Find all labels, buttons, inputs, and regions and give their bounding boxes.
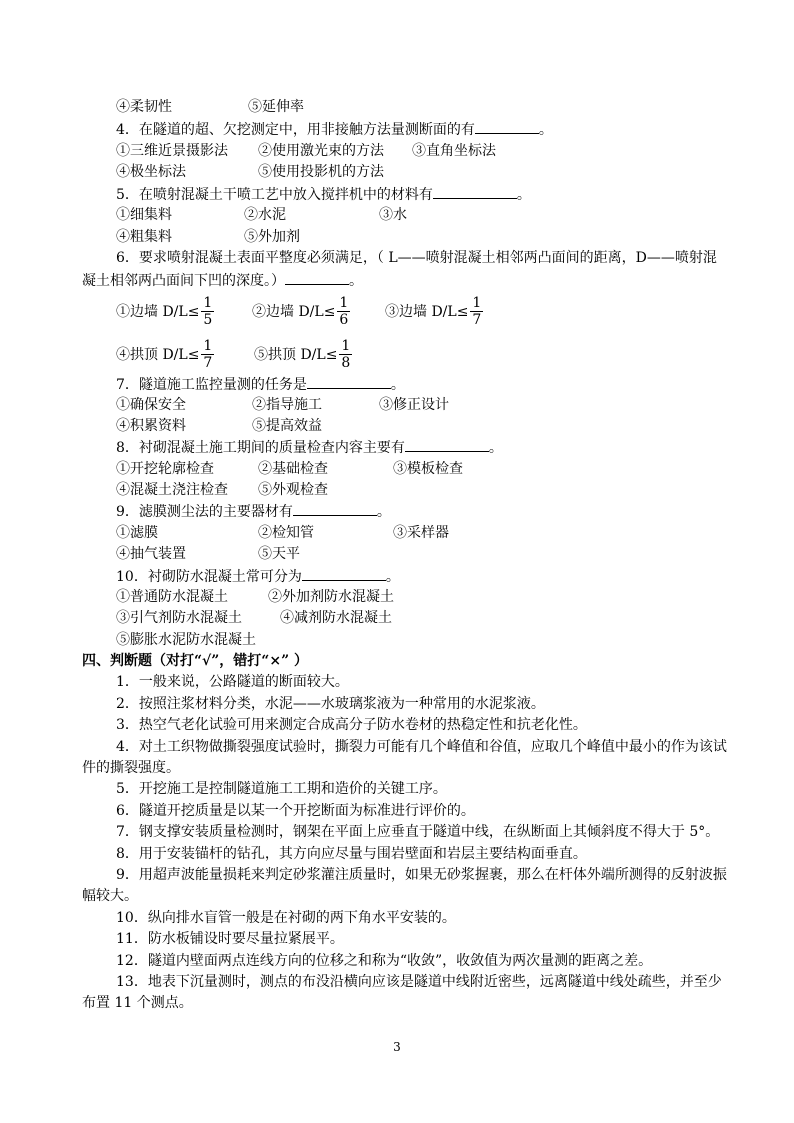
fraction — [339, 338, 352, 371]
question-4 — [116, 119, 553, 140]
answer-blank[interactable] — [293, 501, 377, 516]
question-5-end: 。 — [516, 187, 531, 203]
q10-option-4: ④减剂防水混凝土 — [280, 610, 392, 626]
question-5-text: 5．在喷射混凝土干喷工艺中放入搅拌机中的材料有 — [116, 187, 433, 203]
judge-item-13: 13．地表下沉量测时，测点的布没沿横向应该是隧道中线附近密些，远离隧道中线处疏些，并至少 — [116, 974, 722, 990]
q6-option-1 — [116, 290, 214, 332]
judge-item-12: 12．隧道内壁面两点连线方向的位移之和称为“收敛”，收敛值为两次量测的距离之差。 — [116, 953, 653, 969]
q9-option-2: ②检知管 — [258, 525, 314, 541]
q9-option-3: ③采样器 — [393, 525, 449, 541]
q7-option-2: ②指导施工 — [252, 397, 322, 413]
q9-option-5: ⑤天平 — [258, 546, 300, 562]
option-label: ④拱顶 D/L≤ — [116, 347, 200, 363]
fraction — [470, 295, 483, 328]
denominator: 6 — [339, 311, 349, 328]
judge-item-6: 6．隧道开挖质量是以某一个开挖断面为标准进行评价的。 — [116, 803, 475, 819]
q7-option-3: ③修正设计 — [379, 397, 449, 413]
question-5 — [116, 184, 531, 205]
q5-option-4: ④粗集料 — [116, 229, 172, 245]
q9-option-4: ④抽气装置 — [116, 546, 186, 562]
denominator: 7 — [203, 354, 213, 371]
q8-option-3: ③模板检查 — [393, 461, 463, 477]
question-8-end: 。 — [488, 440, 503, 456]
q4-option-5: ⑤使用投影机的方法 — [258, 164, 384, 180]
judge-item-4-cont: 件的撕裂强度。 — [82, 760, 180, 776]
denominator: 7 — [472, 311, 482, 328]
question-6-end: 。 — [349, 273, 363, 289]
answer-blank[interactable] — [302, 566, 386, 581]
question-8-text: 8．衬砌混凝土施工期间的质量检查内容主要有 — [116, 440, 405, 456]
question-10-text: 10．衬砌防水混凝土常可分为 — [116, 569, 302, 585]
q4-option-3: ③直角坐标法 — [412, 143, 496, 159]
q10-option-3: ③引气剂防水混凝土 — [116, 610, 242, 626]
judge-item-9: 9．用超声波能量损耗来判定砂浆灌注质量时，如果无砂浆握裹，那么在杆体外端所测得的反射波振 — [116, 867, 727, 883]
numerator: 1 — [203, 294, 213, 311]
section-4-heading: 四、判断题（对打“√”，错打“×” ） — [82, 653, 309, 669]
answer-blank[interactable] — [433, 184, 517, 199]
judge-item-9-cont: 幅较大。 — [82, 888, 138, 904]
q4-option-2: ②使用激光束的方法 — [258, 143, 384, 159]
answer-blank[interactable] — [475, 119, 539, 134]
q8-option-1: ①开挖轮廓检查 — [116, 461, 214, 477]
denominator: 8 — [341, 354, 351, 371]
q5-option-2: ②水泥 — [244, 207, 286, 223]
answer-blank[interactable] — [285, 270, 349, 285]
fraction — [201, 295, 214, 328]
q3-option-4: ④柔韧性 — [116, 99, 172, 115]
question-7-end: 。 — [390, 377, 405, 393]
question-6-line2 — [82, 270, 363, 291]
option-label: ⑤拱顶 D/L≤ — [254, 347, 338, 363]
question-8 — [116, 437, 503, 458]
question-9 — [116, 501, 391, 522]
question-4-end: 。 — [538, 122, 553, 138]
q6-option-5 — [254, 333, 352, 375]
fraction — [337, 295, 350, 328]
q8-option-5: ⑤外观检查 — [258, 482, 328, 498]
q5-option-1: ①细集料 — [116, 207, 172, 223]
question-7-text: 7．隧道施工监控量测的任务是 — [116, 377, 307, 393]
question-10-end: 。 — [385, 569, 400, 585]
fraction — [201, 338, 214, 371]
numerator: 1 — [472, 294, 482, 311]
judge-item-8: 8．用于安装锚杆的钻孔，其方向应尽量与围岩壁面和岩层主要结构面垂直。 — [116, 846, 587, 862]
question-6-text: 凝土相邻两凸面间下凹的深度。） — [82, 273, 285, 289]
q10-option-5: ⑤膨胀水泥防水混凝土 — [116, 632, 256, 648]
judge-item-4: 4．对土工织物做撕裂强度试验时，撕裂力可能有几个峰值和谷值，应取几个峰值中最小的作为该试 — [116, 739, 727, 755]
q6-option-2 — [252, 290, 350, 332]
judge-item-10: 10．纵向排水盲管一般是在衬砌的两下角水平安装的。 — [116, 910, 456, 926]
q8-option-2: ②基础检查 — [258, 461, 328, 477]
q7-option-4: ④积累资料 — [116, 418, 186, 434]
option-label: ③边墙 D/L≤ — [385, 304, 469, 320]
q4-option-4: ④极坐标法 — [116, 164, 186, 180]
q8-option-4: ④混凝土浇注检查 — [116, 482, 228, 498]
page-number: 3 — [393, 1040, 401, 1054]
q7-option-1: ①确保安全 — [116, 397, 186, 413]
q10-option-1: ①普通防水混凝土 — [116, 589, 228, 605]
q6-option-3 — [385, 290, 483, 332]
numerator: 1 — [341, 337, 351, 354]
numerator: 1 — [203, 337, 213, 354]
question-7 — [116, 374, 405, 395]
judge-item-2: 2．按照注浆材料分类，水泥——水玻璃浆液为一种常用的水泥浆液。 — [116, 696, 545, 712]
judge-item-1: 1．一般来说，公路隧道的断面较大。 — [116, 674, 349, 690]
question-10 — [116, 566, 400, 587]
answer-blank[interactable] — [307, 374, 391, 389]
option-label: ①边墙 D/L≤ — [116, 304, 200, 320]
q4-option-1: ①三维近景摄影法 — [116, 143, 228, 159]
judge-item-3: 3．热空气老化试验可用来测定合成高分子防水卷材的热稳定性和抗老化性。 — [116, 717, 587, 733]
question-9-end: 。 — [376, 504, 391, 520]
q10-option-2: ②外加剂防水混凝土 — [268, 589, 394, 605]
question-9-text: 9．滤膜测尘法的主要器材有 — [116, 504, 293, 520]
q5-option-5: ⑤外加剂 — [244, 229, 300, 245]
answer-blank[interactable] — [405, 437, 489, 452]
q3-option-5: ⑤延伸率 — [248, 99, 304, 115]
q9-option-1: ①滤膜 — [116, 525, 158, 541]
judge-item-5: 5．开挖施工是控制隧道施工工期和造价的关键工序。 — [116, 781, 447, 797]
judge-item-11: 11．防水板铺设时要尽量拉紧展平。 — [116, 931, 344, 947]
q5-option-3: ③水 — [379, 207, 407, 223]
judge-item-7: 7．钢支撑安装质量检测时，钢架在平面上应垂直于隧道中线，在纵断面上其倾斜度不得大于 5°。 — [116, 824, 720, 840]
denominator: 5 — [203, 311, 213, 328]
option-label: ②边墙 D/L≤ — [252, 304, 336, 320]
judge-item-13-cont: 布置 11 个测点。 — [82, 995, 193, 1011]
numerator: 1 — [339, 294, 349, 311]
question-4-text: 4．在隧道的超、欠挖测定中，用非接触方法量测断面的有 — [116, 122, 475, 138]
q7-option-5: ⑤提高效益 — [252, 418, 322, 434]
q6-option-4 — [116, 333, 214, 375]
question-6-line1: 6．要求喷射混凝土表面平整度必须满足，（ L——喷射混凝土相邻两凸面间的距离，D——喷射混 — [116, 250, 717, 266]
